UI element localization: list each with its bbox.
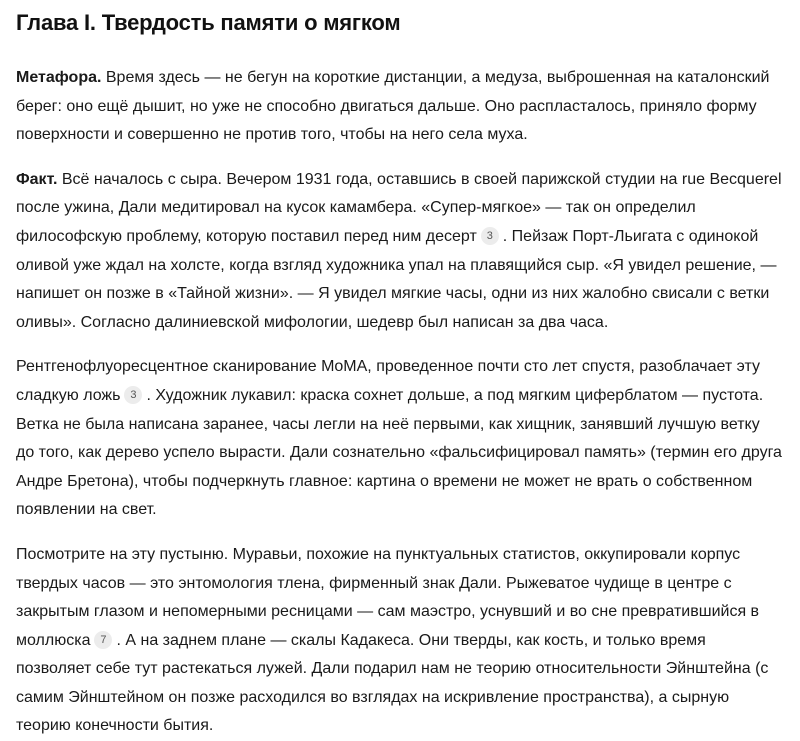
- paragraph-fact: [16, 166, 782, 338]
- paragraph-desert: [16, 541, 782, 741]
- chapter-title: Глава I. Твердость памяти о мягком: [16, 10, 401, 35]
- xrf-text-b: . Художник лукавил: краска сохнет дольше, а под мягким циферблатом — пустота. Ветка не была написана заранее, часы легли на неё первыми, как хищник, занявший лучшую ветку до того, как дерево успело вырасти. Дали сознательно «фальсифицировал память» (термин его друга Андре Бретона), чтобы подчеркнуть главное: картина о времени не может не врать о собственном появлении на свет.: [16, 386, 782, 519]
- desert-text-b: . А на заднем плане — скалы Кадакеса. Они тверды, как кость, и только время позволяет себе тут растекаться лужей. Дали подарил нам не теорию относительности Эйнштейна (с самим Эйнштейном он позже расходился во взглядах на искривление пространства), а сырную теорию конечности бытия.: [16, 631, 769, 735]
- paragraph-metaphor: [16, 64, 782, 150]
- desert-text-a: Посмотрите на эту пустыню. Муравьи, похожие на пунктуальных статистов, оккупировали корпус твердых часов — это энтомология тлена, фирменный знак Дали. Рыжеватое чудище в центре с закрытым глазом и непомерными ресницами — сам маэстро, уснувший и во сне превратившийся в моллюска: [16, 545, 760, 649]
- citation-badge[interactable]: 7: [94, 631, 112, 649]
- fact-text-b: . Пейзаж Порт-Льигата с одинокой оливой уже ждал на холсте, когда взгляд художника упал на плавящийся сыр. «Я увидел решение, — напишет он позже в «Тайной жизни». — Я увидел мягкие часы, одни из них жалобно свисали с ветки оливы». Согласно далиниевской мифологии, шедевр был написан за два часа.: [16, 227, 777, 331]
- xrf-text-a: Рентгенофлуоресцентное сканирование MoMA, проведенное почти сто лет спустя, разоблачает эту сладкую ложь: [16, 358, 760, 404]
- fact-label: Факт.: [16, 170, 58, 188]
- citation-badge[interactable]: 3: [481, 227, 499, 245]
- metaphor-label: Метафора.: [16, 69, 102, 86]
- citation-badge[interactable]: 3: [124, 386, 142, 404]
- metaphor-text: Время здесь — не бегун на короткие дистанции, а медуза, выброшенная на каталонский берег: оно ещё дышит, но уже не способно двигаться дальше. Оно распласталось, приняло форму поверхности и совершенно не против того, чтобы на него села муха.: [16, 69, 770, 144]
- paragraph-xrf: [16, 353, 782, 525]
- fact-text-a: Всё началось с сыра. Вечером 1931 года, оставшись в своей парижской студии на rue Becquerel после ужина, Дали медитировал на кусок камамбера. «Супер-мягкое» — так он определил философскую проблему, которую поставил перед ним десерт: [16, 170, 782, 245]
